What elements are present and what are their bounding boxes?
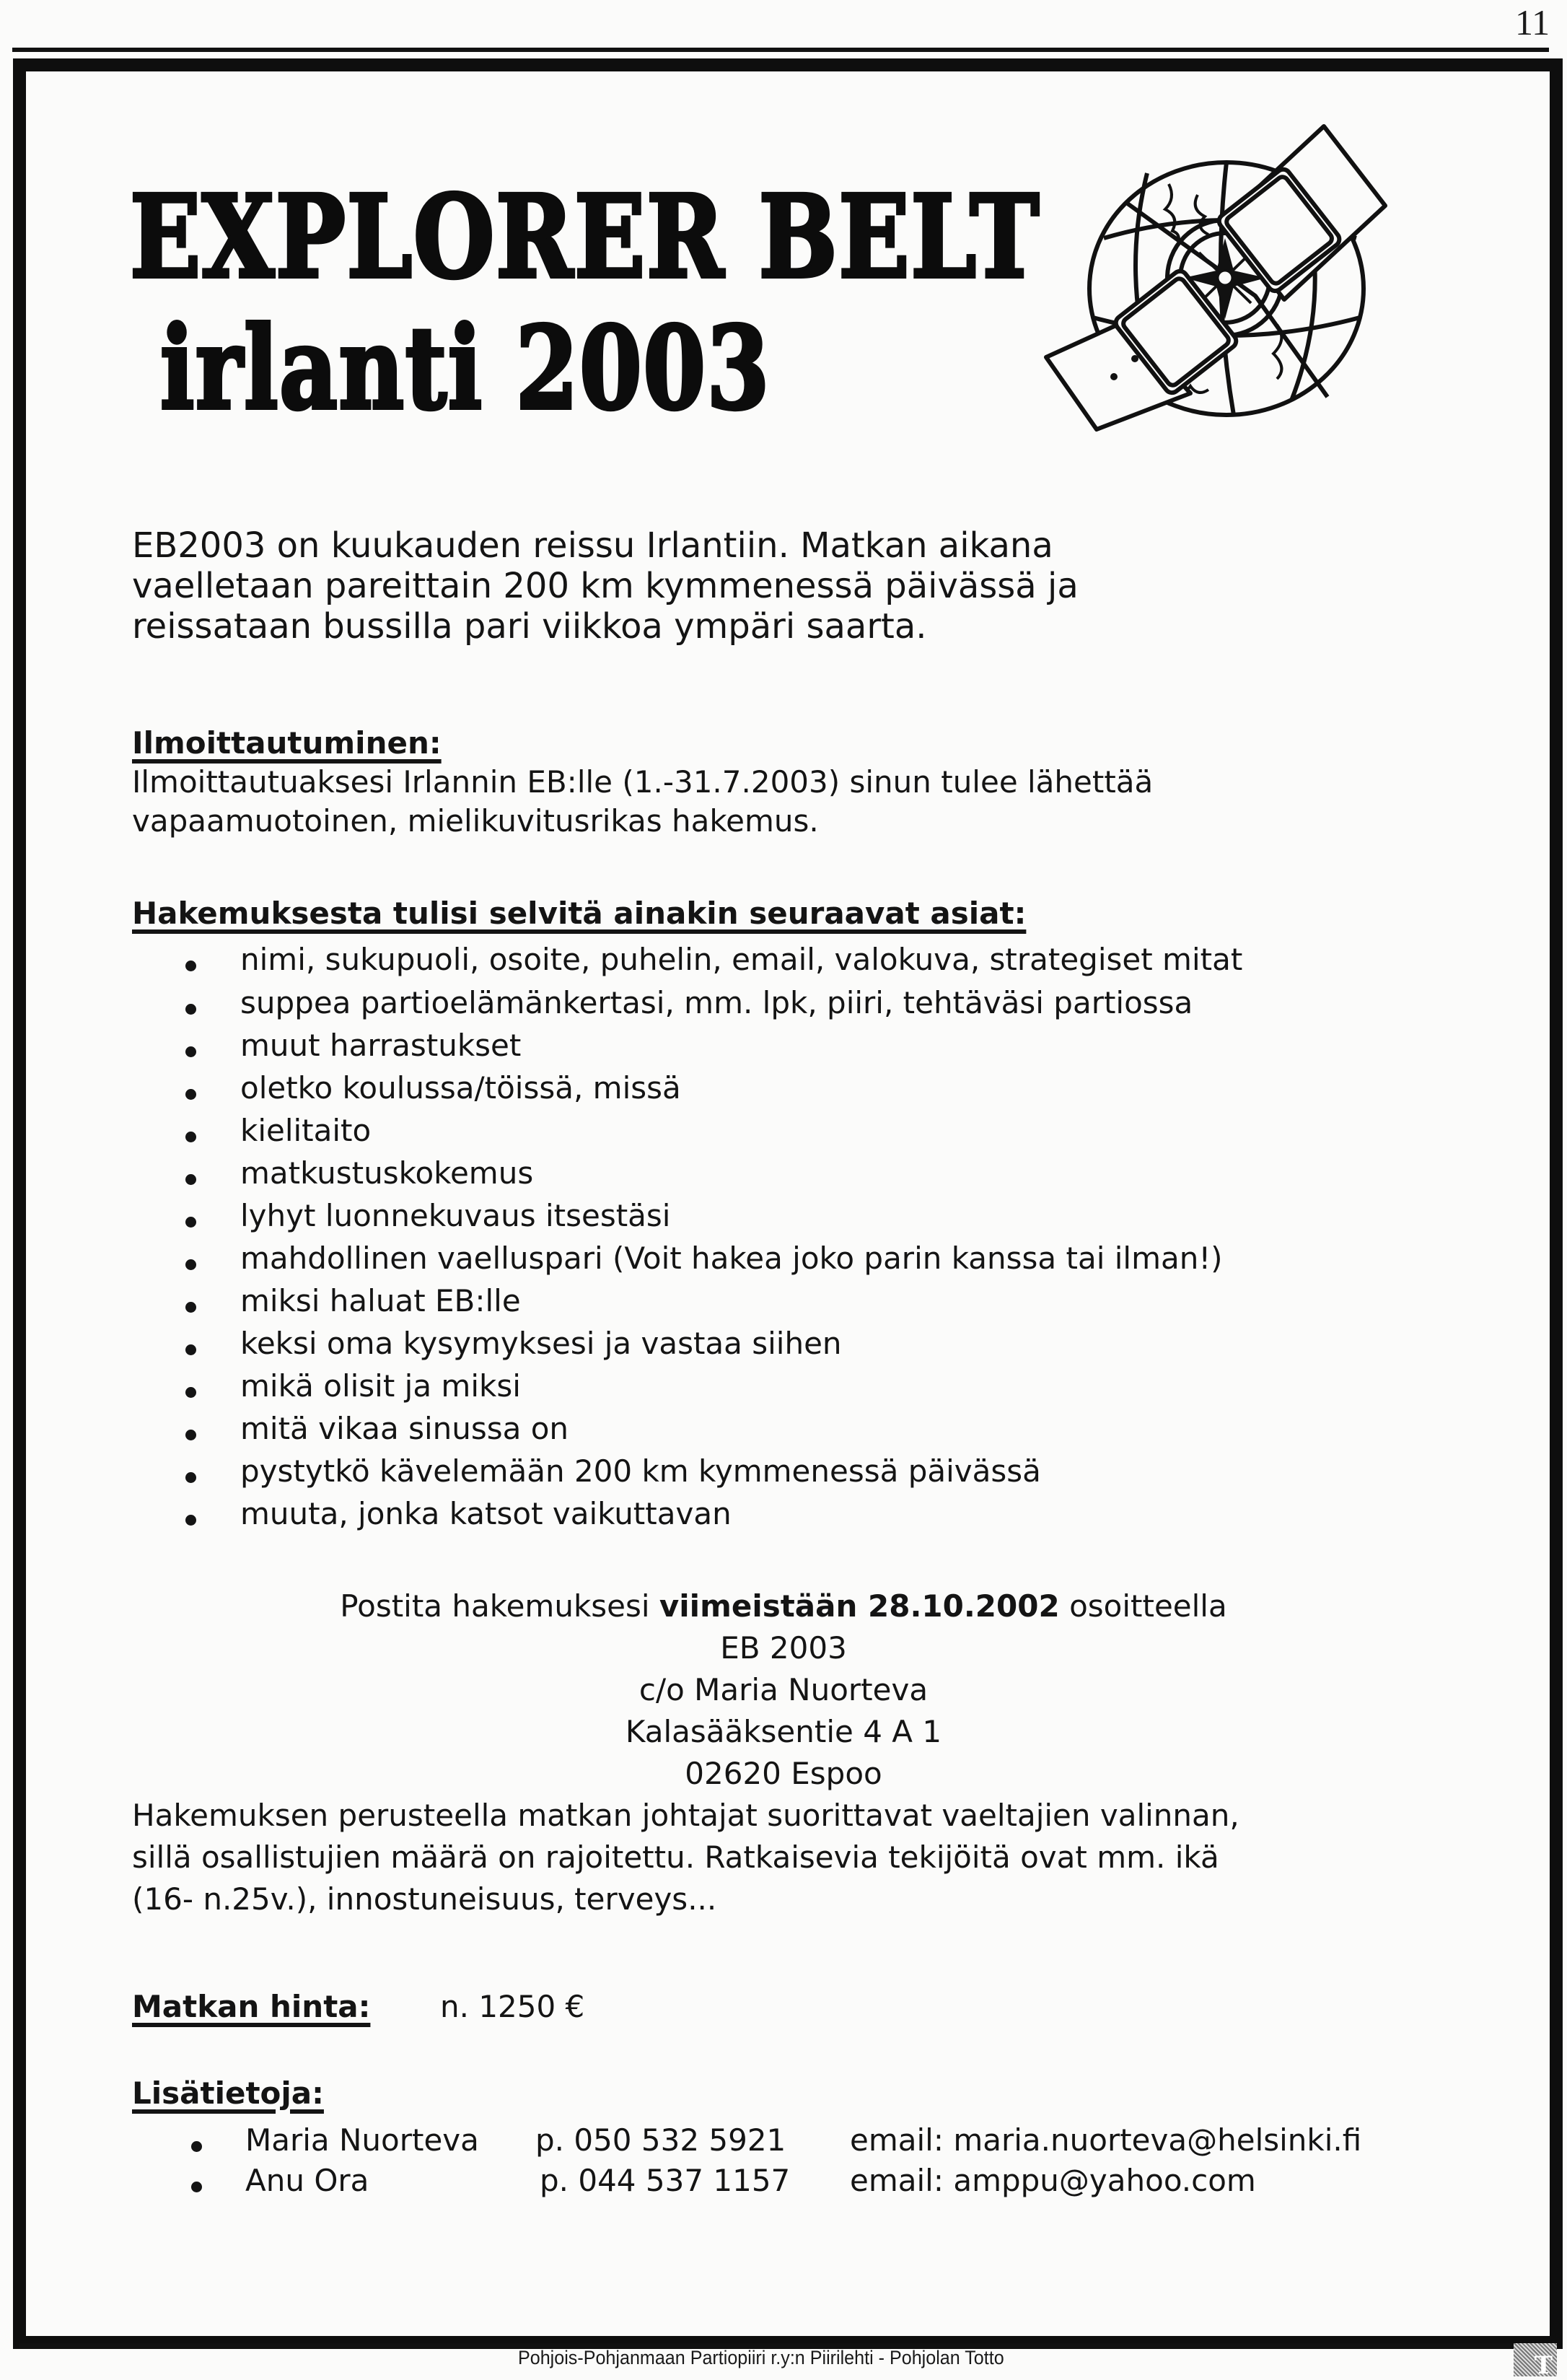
list-item: mahdollinen vaelluspari (Voit hakea joko parin kanssa tai ilman!) [240,1241,1223,1276]
intro-line: reissataan bussilla pari viikkoa ympäri saarta. [132,606,927,647]
list-item: matkustuskokemus [240,1155,534,1191]
selection-line: (16- n.25v.), innostuneisuus, terveys... [132,1881,717,1917]
bullet-icon [185,1387,196,1398]
mailing-instruction [0,1588,1567,1625]
bullet-icon [185,1515,196,1526]
selection-line: sillä osallistujien määrä on rajoitettu. Ratkaisevia tekijöitä ovat mm. ikä [132,1839,1219,1875]
contact-name: Anu Ora [245,2163,369,2198]
contact-phone: p. 050 532 5921 [535,2122,786,2158]
list-item: miksi haluat EB:lle [240,1283,521,1318]
explorer-belt-emblem-icon [1039,115,1428,447]
bullet-icon [185,1132,196,1142]
publication-footer: Pohjois-Pohjanmaan Partiopiiri r.y:n Piirilehti - Pohjolan Totto [518,2347,1004,2368]
list-item: keksi oma kysymyksesi ja vastaa siihen [240,1326,842,1361]
list-item: oletko koulussa/töissä, missä [240,1070,681,1106]
bullet-icon [185,1046,196,1057]
bullet-icon [191,2182,202,2192]
contact-name: Maria Nuorteva [245,2122,479,2158]
bullet-icon [185,1344,196,1355]
list-item: suppea partioelämänkertasi, mm. lpk, piiri, tehtäväsi partiossa [240,985,1193,1020]
page-number: 11 [1515,2,1550,43]
bullet-icon [185,1174,196,1185]
list-item: lyhyt luonnekuvaus itsestäsi [240,1198,671,1233]
headline-subtitle: irlanti 2003 [160,302,771,436]
bullet-icon [185,1302,196,1313]
address-line: c/o Maria Nuorteva [638,1672,929,1707]
mailing-suffix: osoitteella [1059,1588,1227,1624]
mailing-deadline: viimeistään 28.10.2002 [659,1588,1060,1624]
headline-title: EXPLORER BELT [130,170,1041,305]
address-line: Kalasääksentie 4 A 1 [625,1714,942,1749]
bullet-icon [185,961,196,971]
bullet-icon [185,1259,196,1270]
list-item: nimi, sukupuoli, osoite, puhelin, email, valokuva, strategiset mitat [240,942,1243,977]
list-item: pystytkö kävelemään 200 km kymmenessä päivässä [240,1453,1041,1489]
corner-logo-icon [1514,2343,1557,2380]
registration-line: vapaamuotoinen, mielikuvitusrikas hakemus. [132,803,819,839]
contact-email[interactable]: email: maria.nuorteva@helsinki.fi [850,2122,1362,2158]
corner-logo-letter: T [1534,2351,1553,2380]
contact-email[interactable]: email: amppu@yahoo.com [850,2163,1256,2198]
list-item: muut harrastukset [240,1028,522,1063]
selection-line: Hakemuksen perusteella matkan johtajat suorittavat vaeltajien valinnan, [132,1798,1239,1833]
contact-phone: p. 044 537 1157 [540,2163,791,2198]
price-label: Matkan hinta: [132,1989,371,2024]
bullet-icon [185,1004,196,1015]
bullet-icon [185,1089,196,1100]
bullet-icon [191,2141,202,2152]
mailing-prefix: Postita hakemuksesi [340,1588,659,1624]
price-value: n. 1250 € [440,1989,585,2024]
registration-line: Ilmoittautuaksesi Irlannin EB:lle (1.-31.7.2003) sinun tulee lähettää [132,764,1154,800]
list-item: mitä vikaa sinussa on [240,1411,569,1446]
address-line: 02620 Espoo [685,1756,882,1791]
list-item: mikä olisit ja miksi [240,1368,521,1404]
list-item: muuta, jonka katsot vaikuttavan [240,1496,732,1531]
bullet-icon [185,1472,196,1483]
contacts-heading: Lisätietoja: [132,2075,324,2111]
address-line: EB 2003 [720,1630,847,1666]
intro-line: EB2003 on kuukauden reissu Irlantiin. Matkan aikana [132,525,1053,566]
top-rule [12,48,1549,52]
bullet-icon [185,1217,196,1228]
registration-heading: Ilmoittautuminen: [132,725,442,761]
intro-line: vaelletaan pareittain 200 km kymmenessä päivässä ja [132,566,1079,606]
bullet-icon [185,1430,196,1440]
application-heading: Hakemuksesta tulisi selvitä ainakin seuraavat asiat: [132,896,1027,931]
list-item: kielitaito [240,1113,372,1148]
